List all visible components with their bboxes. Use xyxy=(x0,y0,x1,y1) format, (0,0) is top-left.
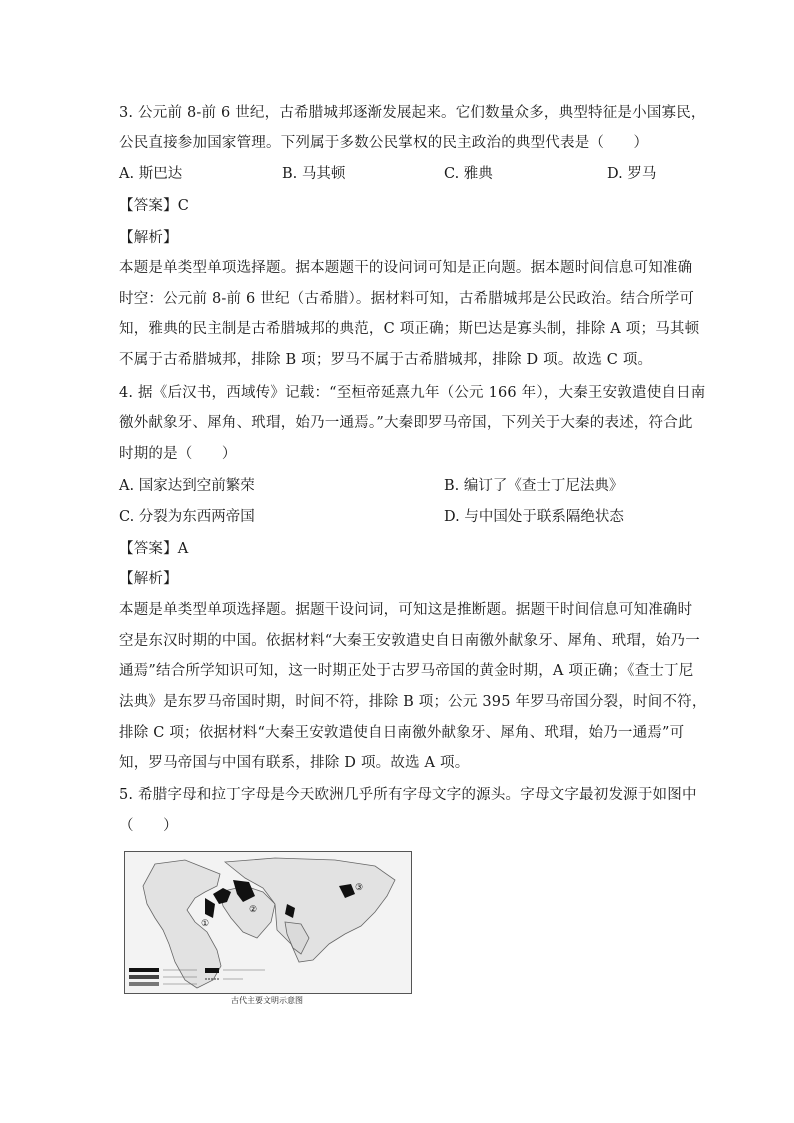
q4-analysis-line5: 排除 C 项；依据材料“大秦王安敦遣使自日南徼外献象牙、犀角、玳瑁，始乃一通焉”可 xyxy=(119,725,685,741)
q3-option-a: A. 斯巴达 xyxy=(119,166,183,182)
q4-analysis-line4: 法典》是东罗马帝国时期，时间不符，排除 B 项；公元 395 年罗马帝国分裂，时间不符， xyxy=(119,694,707,710)
map-marker-2: ② xyxy=(249,905,258,915)
q4-analysis-title: 【解析】 xyxy=(119,571,178,587)
ancient-civilizations-map xyxy=(124,851,412,994)
q3-analysis-line3: 知，雅典的民主制是古希腊城邦的典范，C 项正确；斯巴达是寡头制，排除 A 项；马其顿 xyxy=(119,321,700,337)
q3-analysis-line2: 时空：公元前 8-前 6 世纪（古希腊）。据材料可知，古希腊城邦是公民政治。结合所学可 xyxy=(119,291,695,307)
q4-analysis-line6: 知，罗马帝国与中国有联系，排除 D 项。故选 A 项。 xyxy=(119,755,470,771)
q3-analysis-title: 【解析】 xyxy=(119,230,178,246)
q4-analysis-line3: 通焉”结合所学知识可知，这一时期正处于古罗马帝国的黄金时期，A 项正确；《查士丁尼 xyxy=(119,663,694,679)
q3-analysis-line4: 不属于古希腊城邦，排除 B 项；罗马不属于古希腊城邦，排除 D 项。故选 C 项。 xyxy=(119,352,653,368)
q4-stem-line3: 时期的是（ ） xyxy=(119,446,237,462)
q3-option-d: D. 罗马 xyxy=(607,166,657,182)
q5-stem-line2: （ ） xyxy=(119,818,178,834)
q4-analysis-line1: 本题是单类型单项选择题。据题干设问词，可知这是推断题。据题干时间信息可知准确时 xyxy=(119,602,693,618)
map-marker-1: ① xyxy=(201,919,210,929)
q4-option-d: D. 与中国处于联系隔绝状态 xyxy=(444,509,624,525)
q4-stem-line2: 徼外献象牙、犀角、玳瑁，始乃一通焉。”大秦即罗马帝国，下列关于大秦的表述，符合此 xyxy=(119,415,693,431)
q5-stem-line1: 5. 希腊字母和拉丁字母是今天欧洲几乎所有字母文字的源头。字母文字最初发源于如图中 xyxy=(119,787,697,803)
q4-analysis-line2: 空是东汉时期的中国。依据材料“大秦王安敦遣史自日南徼外献象牙、犀角、玳瑁，始乃一 xyxy=(119,633,700,649)
q3-answer: 【答案】C xyxy=(119,198,190,214)
q3-stem-line2: 公民直接参加国家管理。下列属于多数公民掌权的民主政治的典型代表是（ ） xyxy=(119,135,649,151)
map-marker-3: ③ xyxy=(355,883,364,893)
q3-stem-line1: 3. 公元前 8-前 6 世纪，古希腊城邦逐渐发展起来。它们数量众多，典型特征是小国寡民， xyxy=(119,105,706,121)
map-drawing xyxy=(125,852,411,993)
q3-analysis-line1: 本题是单类型单项选择题。据本题题干的设问词可知是正向题。据本题时间信息可知准确 xyxy=(119,260,693,276)
q3-option-b: B. 马其顿 xyxy=(282,166,346,182)
q4-option-b: B. 编订了《查士丁尼法典》 xyxy=(444,478,624,494)
q4-answer: 【答案】A xyxy=(119,541,189,557)
q4-stem-line1: 4. 据《后汉书，西域传》记载：“至桓帝延熹九年（公元 166 年），大秦王安敦遣使自日南 xyxy=(119,385,706,401)
map-caption: 古代主要文明示意图 xyxy=(231,996,303,1005)
q4-option-a: A. 国家达到空前繁荣 xyxy=(119,478,255,494)
q3-option-c: C. 雅典 xyxy=(444,166,493,182)
q4-option-c: C. 分裂为东西两帝国 xyxy=(119,509,255,525)
